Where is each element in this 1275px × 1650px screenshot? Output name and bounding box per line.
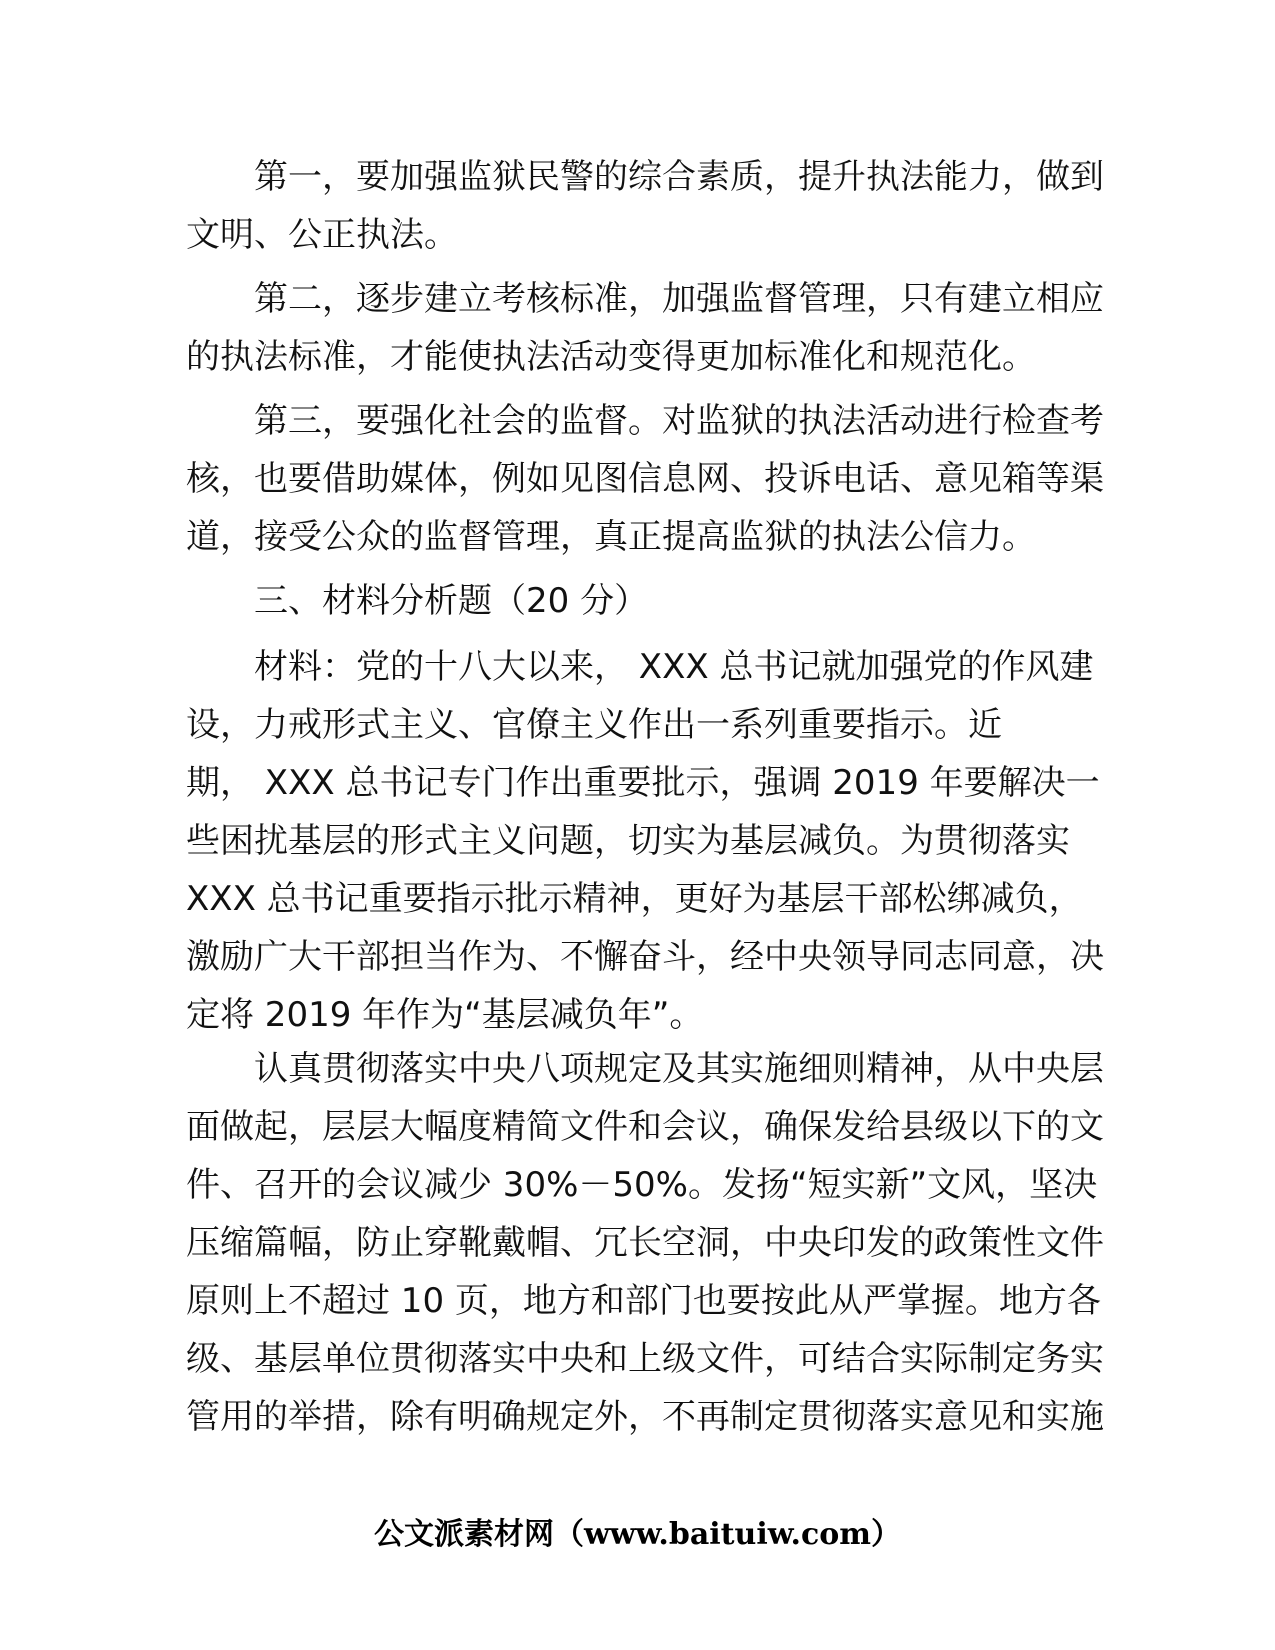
text-line: 第一，要加强监狱民警的综合素质，提升执法能力，做到 (254, 157, 1104, 197)
text-line: 道，接受公众的监督管理，真正提高监狱的执法公信力。 (186, 517, 1036, 557)
text-line: 第三，要强化社会的监督。对监狱的执法活动进行检查考 (254, 401, 1104, 441)
text-line: 的执法标准，才能使执法活动变得更加标准化和规范化。 (186, 337, 1036, 377)
text-line: 第二，逐步建立考核标准，加强监督管理，只有建立相应 (254, 279, 1104, 319)
text-line: 原则上不超过 10 页，地方和部门也要按此从严掌握。地方各 (186, 1281, 1101, 1321)
paragraph-material (186, 638, 1104, 1044)
text-line: 认真贯彻落实中央八项规定及其实施细则精神，从中央层 (254, 1049, 1104, 1089)
text-line: 设，力戒形式主义、官僚主义作出一系列重要指示。近 (186, 705, 1002, 745)
text-line: 级、基层单位贯彻落实中央和上级文件，可结合实际制定务实 (186, 1339, 1104, 1379)
text-line: 文明、公正执法。 (186, 215, 458, 255)
page-footer: 公文派素材网（www.baituiw.com） (373, 1517, 902, 1552)
text-line: 核，也要借助媒体，例如见图信息网、投诉电话、意见箱等渠 (186, 459, 1104, 499)
paragraph-implementation (186, 1040, 1104, 1446)
text-line: 管用的举措，除有明确规定外，不再制定贯彻落实意见和实施 (186, 1397, 1104, 1437)
text-line: XXX 总书记重要指示批示精神，更好为基层干部松绑减负， (186, 879, 1083, 919)
section-heading (186, 572, 1096, 630)
paragraph-third-point (186, 392, 1104, 566)
text-line: 激励广大干部担当作为、不懈奋斗，经中央领导同志同意，决 (186, 937, 1104, 977)
text-line: 期， XXX 总书记专门作出重要批示，强调 2019 年要解决一 (186, 763, 1100, 803)
paragraph-second-point (186, 270, 1104, 386)
text-line: 件、召开的会议减少 30%－50%。发扬“短实新”文风，坚决 (186, 1165, 1098, 1205)
text-line: 定将 2019 年作为“基层减负年”。 (186, 995, 704, 1035)
text-line: 些困扰基层的形式主义问题，切实为基层减负。为贯彻落实 (186, 821, 1070, 861)
text-line: 材料：党的十八大以来， XXX 总书记就加强党的作风建 (254, 647, 1094, 687)
section-title: 三、材料分析题（20 分） (254, 581, 649, 621)
text-line: 压缩篇幅，防止穿靴戴帽、冗长空洞，中央印发的政策性文件 (186, 1223, 1104, 1263)
text-line: 面做起，层层大幅度精简文件和会议，确保发给县级以下的文 (186, 1107, 1104, 1147)
paragraph-first-point (186, 148, 1104, 264)
